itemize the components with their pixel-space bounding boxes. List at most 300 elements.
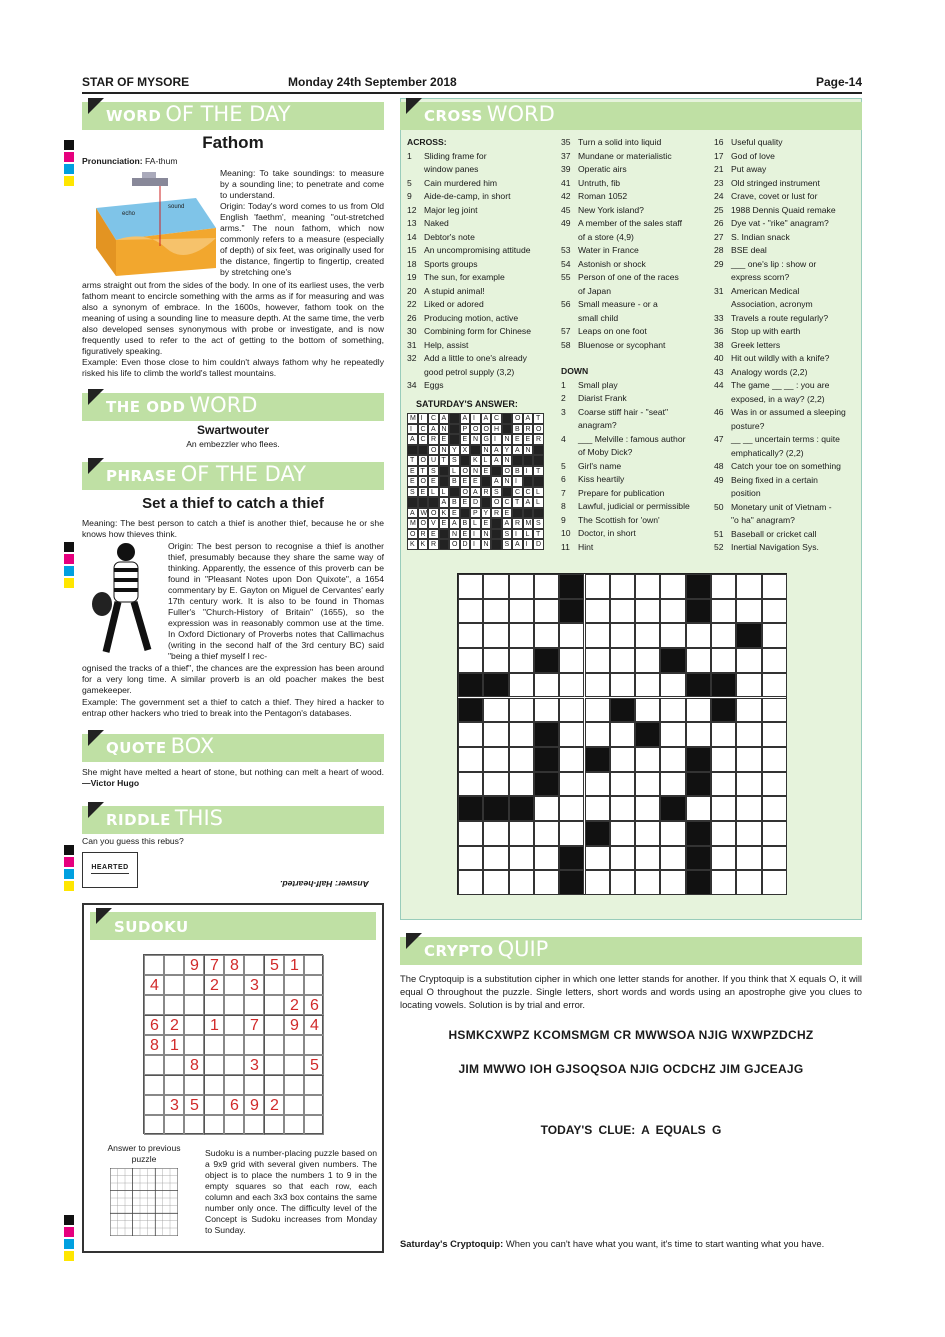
clue: 23 Old stringed instrument <box>714 177 820 188</box>
black-square <box>711 698 736 723</box>
sudoku-cell[interactable]: 9 <box>284 1015 304 1035</box>
sudoku-cell[interactable] <box>204 1115 224 1135</box>
crossword-cell[interactable] <box>559 747 584 772</box>
sudoku-cell[interactable] <box>144 1115 164 1135</box>
crossword-cell[interactable] <box>509 870 534 895</box>
sudoku-cell[interactable] <box>224 1075 244 1095</box>
crossword-cell[interactable] <box>736 722 761 747</box>
crossword-cell[interactable] <box>585 673 610 698</box>
crossword-cell[interactable] <box>559 772 584 797</box>
clue: 29 ___ one's lip : show or <box>714 258 817 269</box>
crossword-cell[interactable] <box>660 821 685 846</box>
black-square <box>483 796 508 821</box>
crossword-cell[interactable] <box>585 698 610 723</box>
clue: small child <box>578 312 619 323</box>
crossword-cell[interactable] <box>534 574 559 599</box>
crossword-cell[interactable] <box>711 722 736 747</box>
crossword-cell[interactable] <box>458 623 483 648</box>
crossword-cell[interactable] <box>711 846 736 871</box>
word-banner: WORD OF THE DAY <box>82 102 384 130</box>
crossword-cell[interactable] <box>559 673 584 698</box>
crossword-cell[interactable] <box>610 599 635 624</box>
crossword-cell[interactable] <box>736 574 761 599</box>
black-square <box>610 698 635 723</box>
crossword-cell[interactable] <box>585 599 610 624</box>
crossword-cell[interactable] <box>585 870 610 895</box>
crossword-cell[interactable] <box>686 623 711 648</box>
crossword-cell[interactable] <box>610 747 635 772</box>
crossword-cell[interactable] <box>509 623 534 648</box>
crossword-cell[interactable] <box>610 673 635 698</box>
crossword-cell[interactable] <box>660 846 685 871</box>
crossword-grid[interactable] <box>457 573 787 895</box>
clue: 33 Travels a route regularly? <box>714 312 829 323</box>
crossword-cell[interactable] <box>559 623 584 648</box>
clue: 58 Bluenose or sycophant <box>561 339 666 350</box>
sudoku-cell[interactable] <box>164 975 184 995</box>
crossword-cell[interactable] <box>509 846 534 871</box>
answer-cell: L <box>439 487 450 498</box>
sudoku-cell[interactable] <box>184 975 204 995</box>
sudoku-cell[interactable] <box>144 1075 164 1095</box>
sudoku-cell[interactable]: 9 <box>184 955 204 975</box>
clue: 49 A member of the sales staff <box>561 218 682 228</box>
crossword-cell[interactable] <box>458 846 483 871</box>
sudoku-cell[interactable] <box>244 1075 264 1095</box>
crossword-cell[interactable] <box>686 698 711 723</box>
sudoku-cell[interactable] <box>304 955 324 975</box>
crossword-cell[interactable] <box>458 821 483 846</box>
crossword-cell[interactable] <box>635 796 660 821</box>
crossword-cell[interactable] <box>509 698 534 723</box>
clue: "o ha" anagram? <box>731 515 795 525</box>
crossword-cell[interactable] <box>458 747 483 772</box>
sudoku-cell[interactable] <box>304 1095 324 1115</box>
answer-cell: A <box>512 445 523 456</box>
sudoku-cell[interactable] <box>204 995 224 1015</box>
clue: exposed, in a way? (2,2) <box>731 393 825 404</box>
crossword-cell[interactable] <box>660 599 685 624</box>
sudoku-cell[interactable] <box>284 975 304 995</box>
crossword-cell[interactable] <box>635 648 660 673</box>
sudoku-cell[interactable] <box>264 995 284 1015</box>
sudoku-cell[interactable] <box>224 1055 244 1075</box>
crossword-cell[interactable] <box>610 623 635 648</box>
crossword-cell[interactable] <box>736 673 761 698</box>
answer-cell: S <box>449 455 460 466</box>
crossword-cell[interactable] <box>762 599 787 624</box>
crossword-cell[interactable] <box>762 673 787 698</box>
crossword-cell[interactable] <box>660 574 685 599</box>
answer-cell: S <box>502 539 513 550</box>
sudoku-cell[interactable] <box>144 1095 164 1115</box>
crossword-cell[interactable] <box>458 648 483 673</box>
sudoku-cell[interactable]: 6 <box>144 1015 164 1035</box>
sudoku-cell[interactable]: 2 <box>204 975 224 995</box>
answer-cell: B <box>449 497 460 508</box>
black-square <box>534 772 559 797</box>
sudoku-cell[interactable] <box>224 1035 244 1055</box>
answer-cell: S <box>428 466 439 477</box>
crossword-cell[interactable] <box>509 772 534 797</box>
sudoku-cell[interactable] <box>264 1075 284 1095</box>
sudoku-cell[interactable] <box>264 1035 284 1055</box>
sudoku-cell[interactable] <box>304 1035 324 1055</box>
sudoku-cell[interactable] <box>244 995 264 1015</box>
crossword-cell[interactable] <box>635 599 660 624</box>
cryptoquip-intro: The Cryptoquip is a substitution cipher in which one letter stands for another. If you think that X equals O, it will equal O throughout the puzzle. Single letters, short words and words using an apostrophe give you clues to locating vowels. Solution is by trial and error. <box>400 973 862 1010</box>
crossword-cell[interactable] <box>483 772 508 797</box>
sudoku-cell[interactable] <box>204 1075 224 1095</box>
sudoku-cell[interactable] <box>264 1015 284 1035</box>
crossword-cell[interactable] <box>483 747 508 772</box>
sudoku-answer-label: Answer to previous puzzle <box>107 1143 181 1164</box>
crossword-cell[interactable] <box>483 870 508 895</box>
answer-cell: S <box>407 487 418 498</box>
crossword-cell[interactable] <box>635 673 660 698</box>
crossword-cell[interactable] <box>559 648 584 673</box>
crossword-cell[interactable] <box>736 772 761 797</box>
crossword-cell[interactable] <box>610 648 635 673</box>
crossword-cell[interactable] <box>635 772 660 797</box>
crossword-cell[interactable] <box>660 673 685 698</box>
crossword-cell[interactable] <box>686 796 711 821</box>
crossword-cell[interactable] <box>534 599 559 624</box>
clue: 40 Hit out wildly with a knife? <box>714 353 830 363</box>
crossword-cell[interactable] <box>635 821 660 846</box>
crossword-cell[interactable] <box>736 821 761 846</box>
sudoku-cell[interactable] <box>244 1035 264 1055</box>
answer-cell <box>418 497 429 508</box>
crossword-cell[interactable] <box>686 722 711 747</box>
answer-cell: B <box>512 424 523 435</box>
answer-cell <box>533 455 544 466</box>
answer-cell: I <box>491 434 502 445</box>
crossword-cell[interactable] <box>534 846 559 871</box>
crossword-cell[interactable] <box>660 698 685 723</box>
crossword-cell[interactable] <box>585 722 610 747</box>
sudoku-cell[interactable] <box>184 1115 204 1135</box>
crossword-cell[interactable] <box>762 747 787 772</box>
crossword-cell[interactable] <box>711 870 736 895</box>
clue: 1 Sliding frame for <box>407 150 487 161</box>
crossword-cell[interactable] <box>711 747 736 772</box>
crossword-cell[interactable] <box>509 574 534 599</box>
answer-cell: O <box>418 455 429 466</box>
answer-cell <box>502 424 513 435</box>
sudoku-cell[interactable] <box>284 1035 304 1055</box>
crossword-cell[interactable] <box>610 821 635 846</box>
answer-cell <box>439 466 450 477</box>
crossword-cell[interactable] <box>534 821 559 846</box>
sudoku-cell[interactable]: 7 <box>244 1015 264 1035</box>
crossword-cell[interactable] <box>509 648 534 673</box>
crossword-cell[interactable] <box>762 870 787 895</box>
crossword-cell[interactable] <box>635 870 660 895</box>
sudoku-cell[interactable] <box>224 975 244 995</box>
crossword-cell[interactable] <box>559 722 584 747</box>
answer-cell: C <box>523 487 534 498</box>
sudoku-cell[interactable]: 6 <box>224 1095 244 1115</box>
crossword-cell[interactable] <box>458 599 483 624</box>
crossword-cell[interactable] <box>483 846 508 871</box>
answer-cell: A <box>470 487 481 498</box>
sudoku-grid[interactable] <box>143 954 323 1134</box>
crossword-cell[interactable] <box>635 574 660 599</box>
sudoku-cell[interactable]: 3 <box>244 975 264 995</box>
crossword-cell[interactable] <box>711 574 736 599</box>
crossword-cell[interactable] <box>483 574 508 599</box>
answer-cell: I <box>407 424 418 435</box>
sudoku-cell[interactable] <box>164 995 184 1015</box>
crossword-cell[interactable] <box>711 821 736 846</box>
crossword-cell[interactable] <box>509 673 534 698</box>
clue: good petrol supply (3,2) <box>424 366 515 377</box>
crossword-cell[interactable] <box>509 599 534 624</box>
crossword-cell[interactable] <box>660 623 685 648</box>
crossword-cell[interactable] <box>559 698 584 723</box>
sudoku-cell[interactable] <box>184 1015 204 1035</box>
crossword-cell[interactable] <box>762 796 787 821</box>
ocean-sounding-illustration <box>86 168 218 276</box>
crossword-cell[interactable] <box>711 599 736 624</box>
crossword-cell[interactable] <box>711 772 736 797</box>
black-square <box>660 796 685 821</box>
page-number: Page-14 <box>815 75 862 89</box>
crossword-cell[interactable] <box>509 722 534 747</box>
answer-cell: O <box>428 445 439 456</box>
answer-cell: A <box>491 476 502 487</box>
cipher-line-2: JIM MWWO IOH GJSOQSOA NJIG OCDCHZ JIM GJCEAJG <box>458 1062 804 1076</box>
crossword-cell[interactable] <box>534 870 559 895</box>
clue: 13 Naked <box>407 218 449 228</box>
answer-cell: T <box>533 529 544 540</box>
sudoku-cell[interactable]: 2 <box>284 995 304 1015</box>
sudoku-cell[interactable] <box>224 995 244 1015</box>
sudoku-description: Sudoku is a number-placing puzzle based on a 9x9 grid with several given numbers. The object is to place the numbers 1 to 9 in the empty squares so that each row, each column and each 3x3 box contains the same number only once. The difficulty level of the Concept is Sudoku increases from Monday to Sunday. <box>205 1148 377 1235</box>
crossword-cell[interactable] <box>458 772 483 797</box>
crossword-cell[interactable] <box>534 796 559 821</box>
crossword-cell[interactable] <box>736 648 761 673</box>
crossword-cell[interactable] <box>458 574 483 599</box>
crossword-cell[interactable] <box>585 574 610 599</box>
crossword-cell[interactable] <box>610 870 635 895</box>
crossword-cell[interactable] <box>534 623 559 648</box>
crossword-cell[interactable] <box>610 772 635 797</box>
sudoku-cell[interactable]: 1 <box>284 955 304 975</box>
black-square <box>686 574 711 599</box>
sudoku-cell[interactable]: 8 <box>224 955 244 975</box>
crossword-cell[interactable] <box>762 623 787 648</box>
sudoku-cell[interactable]: 1 <box>204 1015 224 1035</box>
riddle-answer: Answer: Half-hearted. <box>280 879 369 889</box>
crossword-cell[interactable] <box>711 623 736 648</box>
answer-cell <box>481 497 492 508</box>
crossword-cell[interactable] <box>610 722 635 747</box>
sudoku-cell[interactable] <box>144 1055 164 1075</box>
crossword-cell[interactable] <box>660 870 685 895</box>
crossword-cell[interactable] <box>483 698 508 723</box>
answer-cell <box>491 529 502 540</box>
sudoku-cell[interactable] <box>144 995 164 1015</box>
black-square <box>458 698 483 723</box>
sudoku-cell[interactable] <box>164 1115 184 1135</box>
sudoku-cell[interactable]: 1 <box>164 1035 184 1055</box>
answer-cell: T <box>533 466 544 477</box>
crossword-cell[interactable] <box>660 747 685 772</box>
sudoku-cell[interactable]: 8 <box>144 1035 164 1055</box>
sudoku-cell[interactable]: 4 <box>144 975 164 995</box>
sudoku-cell[interactable]: 5 <box>264 955 284 975</box>
crossword-cell[interactable] <box>686 648 711 673</box>
sudoku-cell[interactable]: 9 <box>244 1095 264 1115</box>
crossword-cell[interactable] <box>559 821 584 846</box>
crossword-cell[interactable] <box>635 623 660 648</box>
sudoku-cell[interactable] <box>204 1095 224 1115</box>
sudoku-cell[interactable] <box>144 955 164 975</box>
crossword-cell[interactable] <box>610 796 635 821</box>
sudoku-cell[interactable] <box>204 1035 224 1055</box>
sudoku-cell[interactable]: 3 <box>244 1055 264 1075</box>
sudoku-cell[interactable] <box>264 975 284 995</box>
crossword-cell[interactable] <box>736 698 761 723</box>
crossword-cell[interactable] <box>635 747 660 772</box>
crossword-cell[interactable] <box>762 698 787 723</box>
clue: 4 ___ Melville : famous author <box>561 433 686 444</box>
crossword-cell[interactable] <box>660 722 685 747</box>
sudoku-cell[interactable]: 5 <box>184 1095 204 1115</box>
crossword-cell[interactable] <box>559 796 584 821</box>
black-square <box>585 747 610 772</box>
answer-cell: L <box>523 529 534 540</box>
crossword-cell[interactable] <box>635 698 660 723</box>
sudoku-cell[interactable] <box>164 1075 184 1095</box>
crossword-cell[interactable] <box>585 846 610 871</box>
sudoku-cell[interactable] <box>304 1115 324 1135</box>
crossword-cell[interactable] <box>585 648 610 673</box>
sudoku-cell[interactable] <box>284 1055 304 1075</box>
clue: 5 Cain murdered him <box>407 177 498 188</box>
answer-cell: A <box>449 518 460 529</box>
crossword-cell[interactable] <box>762 648 787 673</box>
sudoku-cell[interactable]: 2 <box>264 1095 284 1115</box>
sudoku-cell[interactable] <box>264 1115 284 1135</box>
clue: 39 Operatic airs <box>561 164 627 174</box>
answer-cell: R <box>428 539 439 550</box>
crossword-cell[interactable] <box>534 673 559 698</box>
sudoku-cell[interactable]: 2 <box>164 1015 184 1035</box>
answer-cell <box>523 476 534 487</box>
crossword-cell[interactable] <box>483 821 508 846</box>
sudoku-cell[interactable] <box>224 1115 244 1135</box>
sudoku-cell[interactable] <box>264 1055 284 1075</box>
clue: 11 Hint <box>561 541 594 552</box>
crossword-cell[interactable] <box>736 846 761 871</box>
crossword-cell[interactable] <box>585 772 610 797</box>
phrase-example: Example: The government set a thief to catch a thief. They hired a hacker to entrap other hackers who tried to break into the Pentagon's databases. <box>82 697 384 718</box>
crossword-cell[interactable] <box>483 599 508 624</box>
crossword-cell[interactable] <box>585 623 610 648</box>
sudoku-cell[interactable] <box>184 1075 204 1095</box>
crossword-cell[interactable] <box>610 846 635 871</box>
sudoku-cell[interactable]: 8 <box>184 1055 204 1075</box>
crossword-cell[interactable] <box>762 722 787 747</box>
sudoku-cell[interactable]: 3 <box>164 1095 184 1115</box>
sudoku-cell[interactable] <box>284 1095 304 1115</box>
sudoku-cell[interactable]: 4 <box>304 1015 324 1035</box>
answer-cell: A <box>407 434 418 445</box>
sudoku-cell[interactable] <box>284 1115 304 1135</box>
answer-cell: E <box>523 434 534 445</box>
crossword-cell[interactable] <box>610 574 635 599</box>
sudoku-banner: SUDOKU <box>90 912 376 940</box>
answer-cell: A <box>439 413 450 424</box>
sudoku-cell[interactable] <box>244 1115 264 1135</box>
answer-cell: C <box>491 413 502 424</box>
sudoku-cell[interactable] <box>204 1055 224 1075</box>
crossword-cell[interactable] <box>736 796 761 821</box>
crossword-cell[interactable] <box>458 722 483 747</box>
answer-cell <box>449 434 460 445</box>
crossword-cell[interactable] <box>635 846 660 871</box>
crossword-cell[interactable] <box>711 796 736 821</box>
phrase-term: Set a thief to catch a thief <box>142 495 324 512</box>
sudoku-cell[interactable]: 6 <box>304 995 324 1015</box>
sudoku-cell[interactable] <box>184 1035 204 1055</box>
crossword-cell[interactable] <box>660 772 685 797</box>
crossword-cell[interactable] <box>534 698 559 723</box>
sudoku-cell[interactable] <box>224 1015 244 1035</box>
sudoku-cell[interactable] <box>164 1055 184 1075</box>
crossword-cell[interactable] <box>736 870 761 895</box>
crossword-cell[interactable] <box>483 623 508 648</box>
crossword-cell[interactable] <box>762 821 787 846</box>
crossword-cell[interactable] <box>711 648 736 673</box>
crossword-cell[interactable] <box>509 821 534 846</box>
sudoku-cell[interactable] <box>184 995 204 1015</box>
answer-cell <box>491 518 502 529</box>
clue: 50 Monetary unit of Vietnam - <box>714 501 832 512</box>
crossword-cell[interactable] <box>458 870 483 895</box>
black-square <box>686 821 711 846</box>
sudoku-cell[interactable] <box>164 955 184 975</box>
answer-cell <box>512 508 523 519</box>
crossword-cell[interactable] <box>762 846 787 871</box>
sudoku-cell[interactable] <box>304 1075 324 1095</box>
answer-cell <box>523 508 534 519</box>
crossword-cell[interactable] <box>736 747 761 772</box>
clue: 44 The game __ __ : you are <box>714 380 830 390</box>
sudoku-cell[interactable]: 7 <box>204 955 224 975</box>
sudoku-cell[interactable] <box>244 955 264 975</box>
sudoku-cell[interactable] <box>284 1075 304 1095</box>
answer-cell: E <box>460 434 471 445</box>
sudoku-cell[interactable]: 5 <box>304 1055 324 1075</box>
crossword-cell[interactable] <box>762 574 787 599</box>
clue: 55 Person of one of the races <box>561 272 679 282</box>
crossword-cell[interactable] <box>736 599 761 624</box>
answer-cell: N <box>481 539 492 550</box>
crossword-cell[interactable] <box>585 796 610 821</box>
crossword-cell[interactable] <box>509 747 534 772</box>
black-square <box>686 846 711 871</box>
black-square <box>686 599 711 624</box>
sudoku-cell[interactable] <box>304 975 324 995</box>
answer-cell: B <box>512 466 523 477</box>
crossword-cell[interactable] <box>762 772 787 797</box>
crossword-cell[interactable] <box>483 648 508 673</box>
crossword-cell[interactable] <box>483 722 508 747</box>
